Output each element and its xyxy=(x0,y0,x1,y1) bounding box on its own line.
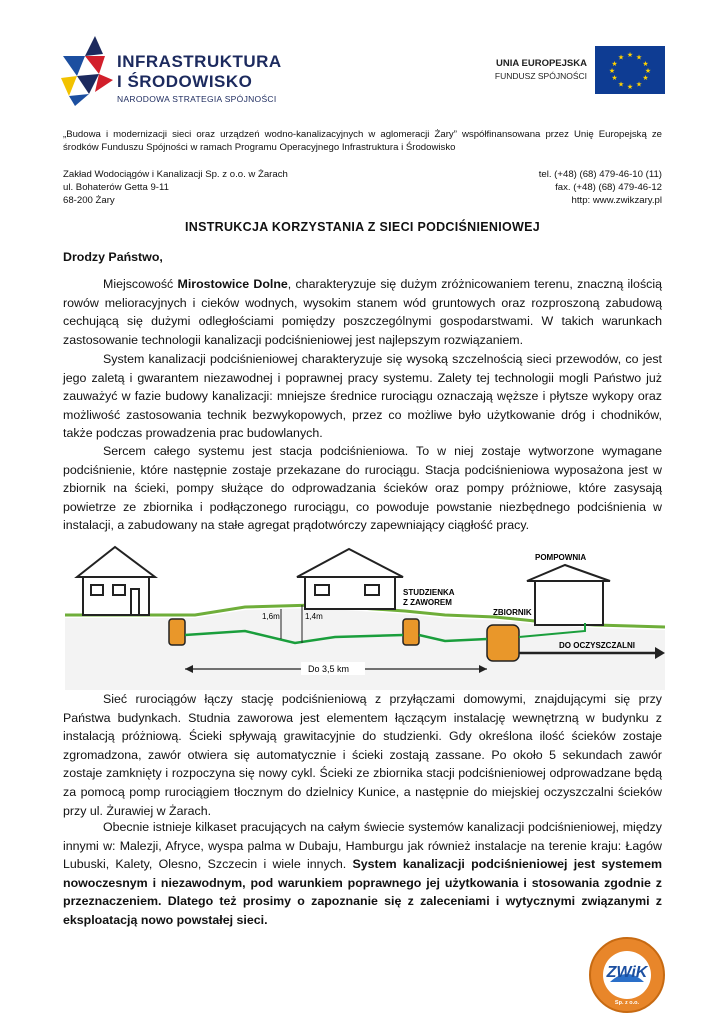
document-title: INSTRUKCJA KORZYSTANIA Z SIECI PODCIŚNIENIOWEJ xyxy=(184,220,541,234)
company-name: Zakład Wodociągów i Kanalizacji Sp. z o.o. w Żarach xyxy=(63,169,288,180)
label-depth-1: 1,6m xyxy=(262,612,280,621)
stamp-text: ZWiK xyxy=(606,964,648,981)
svg-text:★: ★ xyxy=(642,60,649,68)
svg-text:★: ★ xyxy=(635,80,643,89)
company-contact xyxy=(362,168,662,207)
stamp-sub: Sp. z o.o. xyxy=(614,1000,640,1006)
label-zbiornik: ZBIORNIK xyxy=(493,608,532,617)
funding-note: „Budowa i modernizacji sieci oraz urządzeń wodno-kanalizacyjnych w aglomeracji Żary” współfinansowana przez Unię Europejską ze środków Funduszu Spójności w ramach Programu Operacyjnego Infrastruktura i Środowisko xyxy=(63,129,662,153)
svg-text:★: ★ xyxy=(611,60,618,68)
house-middle xyxy=(297,549,403,609)
eu-logo xyxy=(480,46,665,96)
paragraph-5: Obecnie istnieje kilkaset pracujących na całym świecie systemów kanalizacji podciśnieniowej, między innymi w: Malezji, Afryce, wyspa palma w Dubaju, Hamburgu jak również instalacje na terenie kraju: Łagów Lubuski, Kalety, Olesno, Szczecin i wiele innych. System kanalizacji podciśnieniowej jest systemem nowoczesnym i niezawodnym, pod warunkiem poprawnego jej użytkowania i stosowania zgodnie z przeznaczeniem. Dlatego też prosimy o zapoznanie się z zaleceniami i wytycznymi związanymi z eksploatacją nowo powstałej sieci. xyxy=(63,820,662,927)
logo-line-2: I ŚRODOWISKO xyxy=(117,72,253,91)
label-pompownia: POMPOWNIA xyxy=(535,553,587,562)
company-city: 68-200 Żary xyxy=(63,195,115,206)
svg-text:★: ★ xyxy=(626,51,634,59)
paragraph-3: Sercem całego systemu jest stacja podciśnieniowa. To w niej zostaje wytworzone wymagane podciśnienie, które następnie zostaje przekazane do rurociągu. Stacja podciśnieniowa wyposażona jest w zbiornik na ścieki, pompy służące do odprowadzania ścieków oraz pompy próżniowe, które zasysają powietrze ze zbiornika i podłączonego rurociągu, co powoduje powstanie niezbędnego podciśnienia w instalacji, a zabudowany na stałe agregat prądotwórczy zapewniający ciągłość pracy. xyxy=(63,444,662,533)
paragraph-1: Miejscowość Mirostowice Dolne, charakteryzuje się dużym zróżnicowaniem terenu, znaczną ilością rowów melioracyjnych i cieków wodnych, wysokim stanem wód gruntowych oraz rozproszoną zabudową cechującą się dużymi odległościami pomiędzy poszczególnymi gospodarstwami. W takich warunkach zastosowanie technologii kanalizacji podciśnieniowej jest najlepszym rozwiązaniem. xyxy=(63,277,662,347)
company-address xyxy=(63,168,363,207)
label-oczyszczalni: DO OCZYSZCZALNI xyxy=(559,641,635,650)
infrastruktura-logo xyxy=(55,30,295,110)
svg-text:★: ★ xyxy=(644,67,652,75)
company-fax: fax. (+48) (68) 479-46-12 xyxy=(555,182,662,193)
village-name: Mirostowice Dolne xyxy=(177,277,288,291)
eu-line-1: UNIA EUROPEJSKA xyxy=(496,58,587,69)
svg-text:★: ★ xyxy=(635,53,643,62)
company-street: ul. Bohaterów Getta 9-11 xyxy=(63,182,169,193)
svg-text:★: ★ xyxy=(617,80,625,89)
label-studzienka-1: STUDZIENKA xyxy=(403,588,455,597)
logo-line-1: INFRASTRUKTURA xyxy=(117,52,282,71)
paragraph-4: Sieć rurociągów łączy stację podciśnieniową z przyłączami domowymi, znajdującymi się przy Państwa budynkach. Studnia zaworowa jest elementem łączącym instalację wewnętrzną w budynku z instalacją próżniową. Ścieki spływają grawitacyjnie do studzienki. Gdy określona ilość ścieków zostaje zgromadzona, zawór otwiera się automatycznie i ścieki zostają zassane. Po około 5 sekundach zawór zostaje zamknięty i rozpoczyna się nowy cykl. Ścieki ze zbiornika stacji podciśnieniowej odprowadzane będą za pomocą pomp rurociągiem tłocznym do dzielnicy Kunice, a następnie do miejskiej oczyszczalni ścieków przy ul. Żurawiej w Żarach. xyxy=(63,692,662,818)
star-emblem-icon xyxy=(55,34,117,106)
company-web[interactable]: http: www.zwikzary.pl xyxy=(571,195,662,206)
valve-chamber-1 xyxy=(169,619,185,645)
paragraph-2: System kanalizacji podciśnieniowej charakteryzuje się wysoką szczelnością sieci przewodów, co jest jego zaletą i gwarantem niezawodnej i poprawnej pracy systemu. Zalety tej technologii mogli Państwo już zauważyć w fazie budowy kanalizacji: mniejsze średnice rurociągu oznaczają węższe i płytsze wykopy oraz możliwość zastosowania technik bezwykopowych, przez co możliwe było użytkowanie dróg i chodników, także podczas prowadzenia prac budowlanych. xyxy=(63,352,662,441)
eu-flag-icon xyxy=(595,46,665,94)
paragraph-5-emphasis: System kanalizacji podciśnieniowej jest systemem nowoczesnym i niezawodnym, pod warunkiem poprawnego jej użytkowania i stosowania zgodnie z przeznaczeniem. Dlatego też prosimy o zapoznanie się z zaleceniami i wytycznymi związanymi z eksploatacją nowo powstałej sieci. xyxy=(63,857,662,927)
svg-text:★: ★ xyxy=(617,53,625,62)
pump-station xyxy=(527,565,610,625)
svg-text:★: ★ xyxy=(611,74,618,82)
vacuum-system-diagram xyxy=(65,535,665,690)
collection-tank xyxy=(487,625,519,661)
valve-chamber-2 xyxy=(403,619,419,645)
label-studzienka-2: Z ZAWOREM xyxy=(403,598,452,607)
svg-text:★: ★ xyxy=(626,83,634,91)
eu-line-2: FUNDUSZ SPÓJNOŚCI xyxy=(494,71,587,81)
logo-line-3: NARODOWA STRATEGIA SPÓJNOŚCI xyxy=(117,94,277,104)
label-depth-2: 1,4m xyxy=(305,612,323,621)
company-stamp xyxy=(588,936,666,1014)
company-tel: tel. (+48) (68) 479-46-10 (11) xyxy=(538,169,662,180)
svg-text:★: ★ xyxy=(608,67,616,75)
svg-text:★: ★ xyxy=(642,74,649,82)
label-distance: Do 3,5 km xyxy=(308,664,350,674)
house-left xyxy=(77,547,155,615)
greeting: Drodzy Państwo, xyxy=(63,250,163,264)
